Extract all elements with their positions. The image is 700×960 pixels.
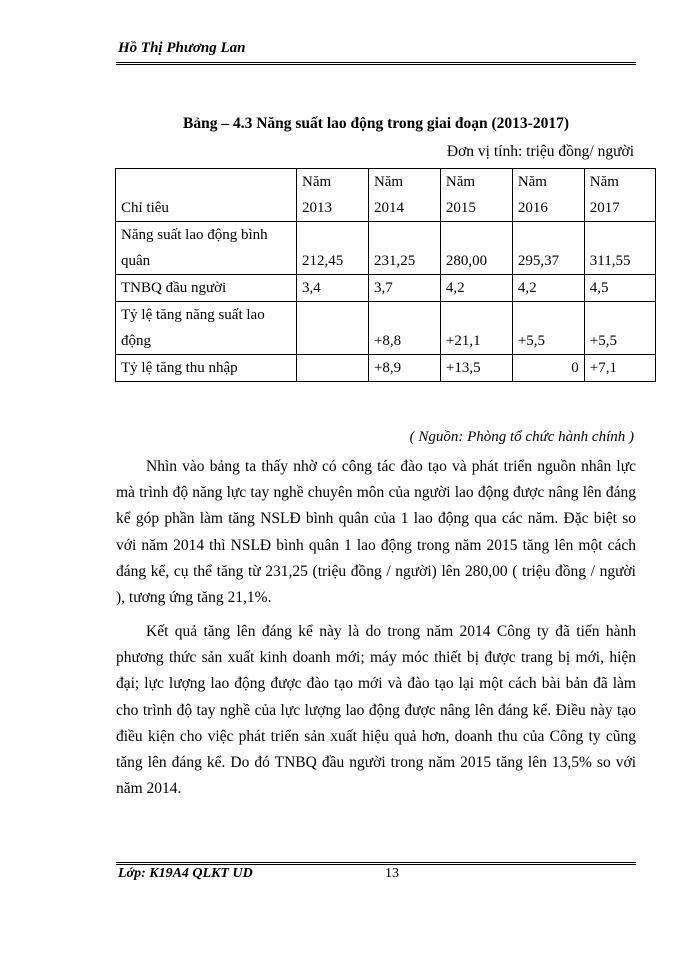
header-line-1: Năm [589,174,619,190]
table-row [116,355,656,382]
table-cell: 3,4 [297,275,369,302]
table-cell: +8,8 [368,302,440,355]
table-cell: +5,5 [584,302,655,355]
header-cell-2017 [584,169,655,222]
header-line-2: 2013 [302,200,332,216]
footer-divider [116,862,636,865]
table-cell: +21,1 [440,302,512,355]
table-cell: 212,45 [297,222,369,275]
body-paragraph-2 [116,619,636,802]
table-cell [297,302,369,355]
row-label [116,302,297,355]
header-line-2: 2014 [373,200,404,216]
header-line-2: 2015 [445,200,476,216]
header-line-1 [121,169,291,195]
header-line-1: Năm [302,174,332,190]
table-cell: 295,37 [512,222,584,275]
table-unit: Đơn vị tính: triệu đồng/ người [446,143,634,160]
header-line-2: 2017 [589,200,620,216]
table-cell: +7,1 [584,355,655,382]
header-line-2: Chỉ tiêu [121,200,169,216]
productivity-table [115,168,656,382]
table-cell: +5,5 [512,302,584,355]
table-cell: 280,00 [440,222,512,275]
table-source: ( Nguồn: Phòng tổ chức hành chính ) [409,429,634,445]
table-row [116,222,656,275]
page-number: 13 [385,866,399,881]
header-cell-2016 [512,169,584,222]
row-label-line-1: Tỷ lệ tăng năng suất lao [121,307,265,323]
table-cell: 0 [512,355,584,382]
table-cell: +13,5 [440,355,512,382]
header-line-1: Năm [445,174,476,190]
footer-class-label: Lớp: K19A4 QLKT UD [118,866,253,881]
header-cell-indicator [116,169,297,222]
table-header-row [116,169,656,222]
table-cell [297,355,369,382]
body-paragraph-1 [116,454,636,611]
row-label-line-2: động [121,333,151,349]
header-author: Hồ Thị Phương Lan [118,40,246,56]
header-line-2: 2016 [517,200,548,216]
table-row [116,302,656,355]
header-line-1: Năm [373,174,404,190]
table-row [116,275,656,302]
header-cell-2014 [368,169,440,222]
row-label [116,222,297,275]
table-cell: 231,25 [368,222,440,275]
table-cell: 4,5 [584,275,655,302]
table-cell: 4,2 [440,275,512,302]
row-label-line-2: quân [121,253,151,269]
table-cell: 4,2 [512,275,584,302]
row-label: Tỷ lệ tăng thu nhập [116,355,297,382]
paragraph-text: Nhìn vào bảng ta thấy nhờ có công tác đào tạo và phát triển nguồn nhân lực mà trình độ năng lực tay nghề chuyên môn của người lao động được nâng lên đáng kể góp phần làm tăng NSLĐ bình quân của 1 lao động qua các năm. Đặc biệt so với năm 2014 thì NSLĐ bình quân 1 lao động trong năm 2015 tăng lên một cách đáng kể, cụ thể tăng từ 231,25 (triệu đồng / người) lên 280,00 ( triệu đồng / người ), tương ứng tăng 21,1%. [116,458,636,607]
header-line-1: Năm [517,174,547,190]
header-cell-2015 [440,169,512,222]
header-divider [116,62,636,65]
table-cell: 311,55 [584,222,655,275]
table-cell: +8,9 [368,355,440,382]
table-title: Bảng – 4.3 Năng suất lao động trong giai đoạn (2013-2017) [183,115,569,132]
table-cell: 3,7 [368,275,440,302]
header-cell-2013 [297,169,369,222]
paragraph-text: Kết quả tăng lên đáng kể này là do trong năm 2014 Công ty đã tiến hành phương thức sản xuất kinh doanh mới; máy móc thiết bị được trang bị mới, hiện đại; lực lượng lao động được đào tạo mới và đào tạo lại một cách bài bản đã làm cho trình độ tay nghề của lực lượng lao động được nâng lên đáng kể. Điều này tạo điều kiện cho việc phát triển sản xuất hiệu quả hơn, doanh thu của Công ty cũng tăng lên đáng kể. Do đó TNBQ đầu người trong năm 2015 tăng lên 13,5% so với năm 2014. [116,623,636,798]
row-label-line-1: Năng suất lao động bình [121,227,268,243]
row-label: TNBQ đầu người [116,275,297,302]
